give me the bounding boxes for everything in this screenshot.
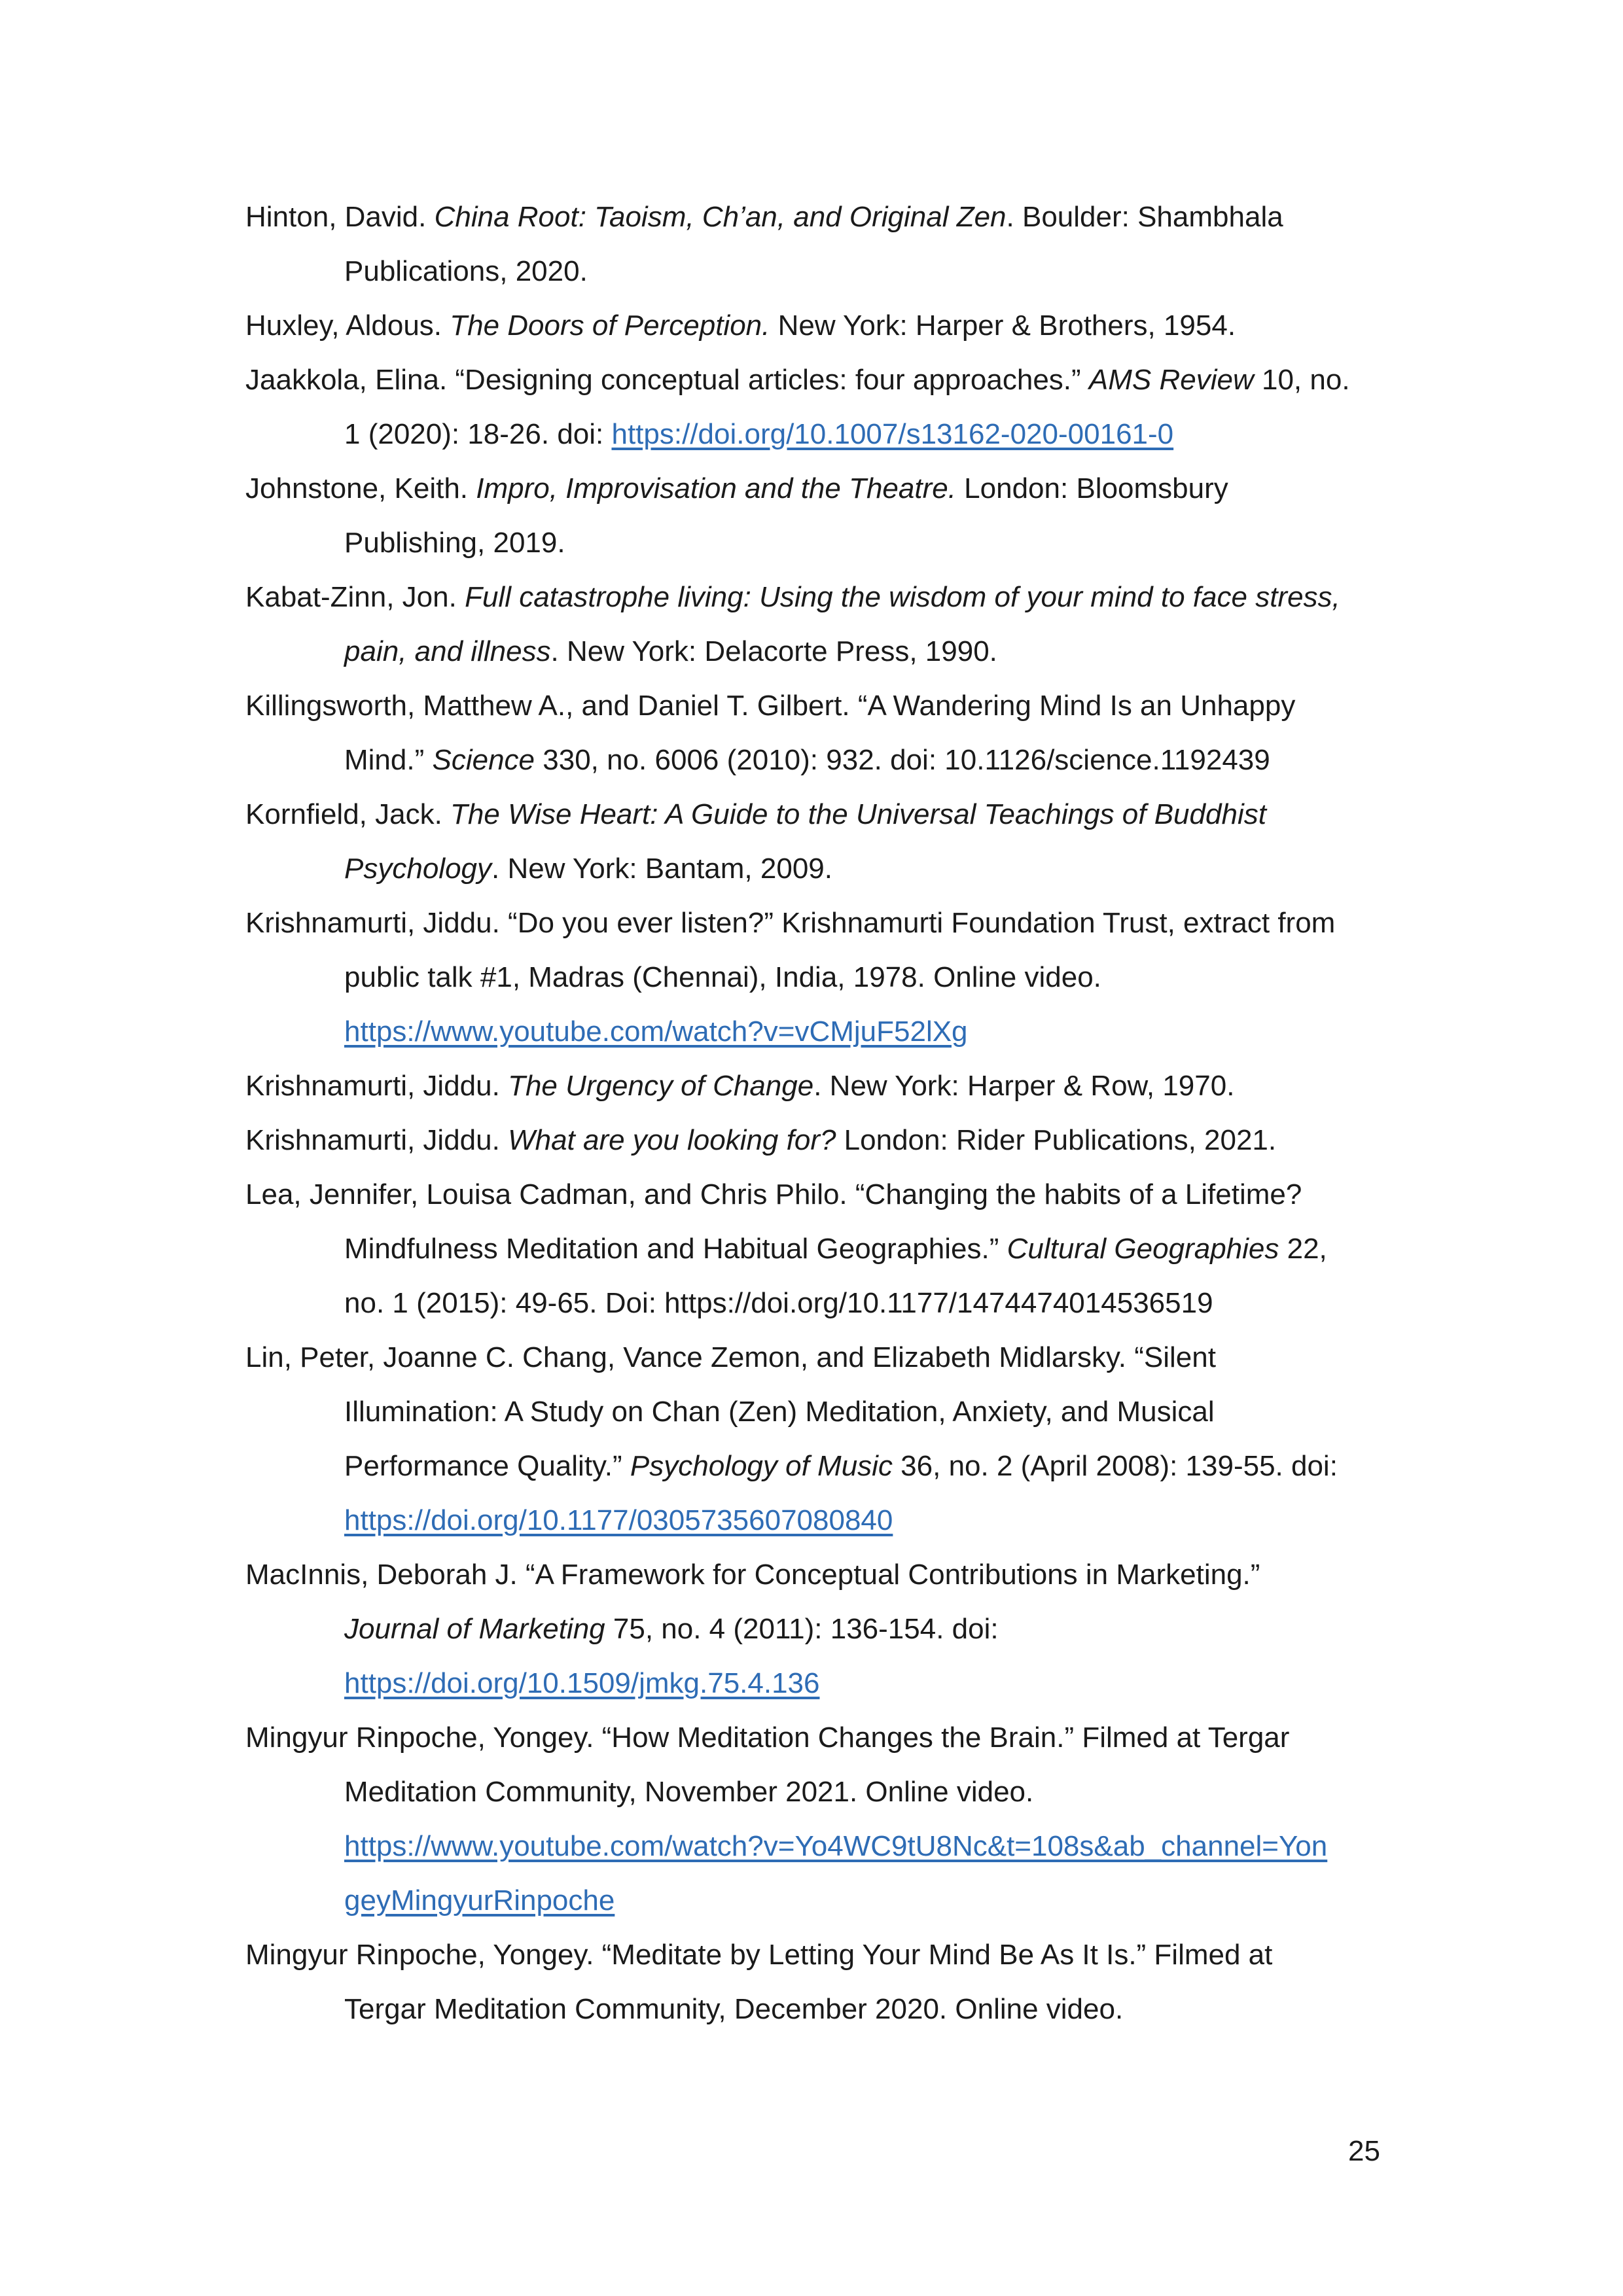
entry-line [245, 1004, 1410, 1059]
entry-text: 330, no. 6006 (2010): 932. doi: 10.1126/science.1192439 [535, 744, 1270, 776]
entry-text: Meditation Community, November 2021. Online video. [344, 1776, 1034, 1808]
entry-text: . Boulder: Shambhala [1006, 201, 1283, 233]
entry-journal: Science [432, 744, 535, 776]
entry-journal: Psychology of Music [630, 1450, 893, 1482]
entry-line [245, 1276, 1410, 1330]
entry-text: Killingsworth, Matthew A., and Daniel T. Gilbert. “A Wandering Mind Is an Unhappy [245, 690, 1296, 722]
entry-title: pain, and illness [344, 635, 551, 667]
bibliography-entry-lin [245, 1330, 1410, 1547]
entry-line [245, 353, 1410, 407]
entry-text: Performance Quality.” [344, 1450, 630, 1482]
entry-author: Hinton, David. [245, 201, 435, 233]
bibliography-entry-krishnamurti-looking [245, 1113, 1410, 1167]
entry-line [245, 298, 1410, 353]
entry-text: Publications, 2020. [344, 255, 588, 287]
entry-line [245, 1439, 1410, 1493]
entry-text: public talk #1, Madras (Chennai), India, 1978. Online video. [344, 961, 1101, 993]
entry-line [245, 1873, 1410, 1928]
bibliography-entry-johnstone [245, 461, 1410, 570]
bibliography-entry-krishnamurti-urgency [245, 1059, 1410, 1113]
entry-text: 1 (2020): 18-26. doi: [344, 418, 612, 450]
entry-line [245, 1059, 1410, 1113]
bibliography-entry-hinton [245, 190, 1410, 298]
entry-author: Huxley, Aldous. [245, 309, 450, 342]
doi-link[interactable]: https://doi.org/10.1177/0305735607080840 [344, 1504, 893, 1536]
bibliography-entry-mingyur-meditate [245, 1928, 1410, 2036]
entry-text: Illumination: A Study on Chan (Zen) Meditation, Anxiety, and Musical [344, 1396, 1215, 1428]
video-link[interactable]: https://www.youtube.com/watch?v=Yo4WC9tU8Nc&t=108s&ab_channel=Yon [344, 1830, 1328, 1862]
entry-text: 22, [1279, 1233, 1327, 1265]
entry-line [245, 1547, 1410, 1602]
entry-text: 75, no. 4 (2011): 136-154. doi: [605, 1613, 999, 1645]
entry-text: no. 1 (2015): 49-65. Doi: https://doi.org/10.1177/1474474014536519 [344, 1287, 1213, 1319]
entry-line [245, 1602, 1410, 1656]
bibliography-entry-killingsworth [245, 679, 1410, 787]
entry-line [245, 461, 1410, 516]
entry-author: Kabat-Zinn, Jon. [245, 581, 465, 613]
entry-line [245, 1765, 1410, 1819]
entry-text: New York: Harper & Brothers, 1954. [770, 309, 1236, 342]
entry-line [245, 679, 1410, 733]
entry-title: What are you looking for? [508, 1124, 836, 1156]
entry-author: Krishnamurti, Jiddu. [245, 1070, 508, 1102]
entry-line [245, 570, 1410, 624]
entry-journal: Cultural Geographies [1007, 1233, 1279, 1265]
entry-text: . New York: Bantam, 2009. [491, 853, 832, 885]
entry-title: China Root: Taoism, Ch’an, and Original Zen [434, 201, 1007, 233]
entry-line [245, 1167, 1410, 1222]
entry-line [245, 1928, 1410, 1982]
entry-line [245, 896, 1410, 950]
entry-text: Lin, Peter, Joanne C. Chang, Vance Zemon, and Elizabeth Midlarsky. “Silent [245, 1341, 1216, 1373]
doi-link[interactable]: https://doi.org/10.1007/s13162-020-00161-0 [611, 418, 1174, 450]
entry-title: Psychology [344, 853, 492, 885]
entry-line [245, 244, 1410, 298]
entry-line [245, 624, 1410, 679]
entry-text: Mingyur Rinpoche, Yongey. “How Meditation Changes the Brain.” Filmed at Tergar [245, 1722, 1290, 1754]
entry-text: Mingyur Rinpoche, Yongey. “Meditate by Letting Your Mind Be As It Is.” Filmed at [245, 1939, 1273, 1971]
entry-title: Full catastrophe living: Using the wisdom of your mind to face stress, [465, 581, 1340, 613]
entry-line [245, 1982, 1410, 2036]
entry-journal: AMS Review [1088, 364, 1254, 396]
entry-text: Tergar Meditation Community, December 2020. Online video. [344, 1993, 1124, 2025]
bibliography-entry-mingyur-brain [245, 1710, 1410, 1928]
entry-author: Johnstone, Keith. [245, 472, 476, 504]
entry-line [245, 1493, 1410, 1547]
entry-text: London: Rider Publications, 2021. [836, 1124, 1277, 1156]
entry-title: The Urgency of Change [508, 1070, 814, 1102]
doi-link[interactable]: https://doi.org/10.1509/jmkg.75.4.136 [344, 1667, 820, 1699]
bibliography-entry-huxley [245, 298, 1410, 353]
entry-line [245, 733, 1410, 787]
entry-line [245, 1819, 1410, 1873]
entry-text: . New York: Harper & Row, 1970. [813, 1070, 1235, 1102]
entry-text: Mindfulness Meditation and Habitual Geographies.” [344, 1233, 1007, 1265]
entry-line [245, 1656, 1410, 1710]
bibliography-entry-macinnis [245, 1547, 1410, 1710]
page-number: 25 [1348, 2135, 1380, 2167]
bibliography-entry-krishnamurti-listen [245, 896, 1410, 1059]
entry-author: Jaakkola, Elina. “Designing conceptual articles: four approaches.” [245, 364, 1089, 396]
entry-text: 10, no. [1253, 364, 1350, 396]
bibliography-entry-kabat-zinn [245, 570, 1410, 679]
entry-text: . New York: Delacorte Press, 1990. [550, 635, 997, 667]
bibliography-list [245, 190, 1410, 2036]
entry-text: Publishing, 2019. [344, 527, 565, 559]
entry-title: The Wise Heart: A Guide to the Universal Teachings of Buddhist [450, 798, 1266, 830]
entry-line [245, 1385, 1410, 1439]
entry-author: Kornfield, Jack. [245, 798, 451, 830]
bibliography-entry-lea [245, 1167, 1410, 1330]
entry-text: Krishnamurti, Jiddu. “Do you ever listen?” Krishnamurti Foundation Trust, extract from [245, 907, 1336, 939]
entry-text: London: Bloomsbury [955, 472, 1228, 504]
video-link[interactable]: https://www.youtube.com/watch?v=vCMjuF52lXg [344, 1016, 968, 1048]
entry-line [245, 1113, 1410, 1167]
entry-line [245, 787, 1410, 841]
entry-line [245, 1330, 1410, 1385]
entry-line [245, 190, 1410, 244]
bibliography-entry-jaakkola [245, 353, 1410, 461]
entry-line [245, 407, 1410, 461]
entry-author: Krishnamurti, Jiddu. [245, 1124, 508, 1156]
entry-line [245, 841, 1410, 896]
entry-text: MacInnis, Deborah J. “A Framework for Conceptual Contributions in Marketing.” [245, 1559, 1260, 1591]
entry-title: The Doors of Perception. [450, 309, 770, 342]
entry-text: Lea, Jennifer, Louisa Cadman, and Chris Philo. “Changing the habits of a Lifetime? [245, 1178, 1302, 1210]
entry-text: Mind.” [344, 744, 433, 776]
entry-line [245, 516, 1410, 570]
entry-line [245, 1710, 1410, 1765]
entry-title: Impro, Improvisation and the Theatre. [476, 472, 956, 504]
entry-text: 36, no. 2 (April 2008): 139-55. doi: [892, 1450, 1338, 1482]
entry-journal: Journal of Marketing [344, 1613, 605, 1645]
entry-line [245, 950, 1410, 1004]
entry-line [245, 1222, 1410, 1276]
bibliography-entry-kornfield [245, 787, 1410, 896]
video-link[interactable]: geyMingyurRinpoche [344, 1884, 615, 1916]
